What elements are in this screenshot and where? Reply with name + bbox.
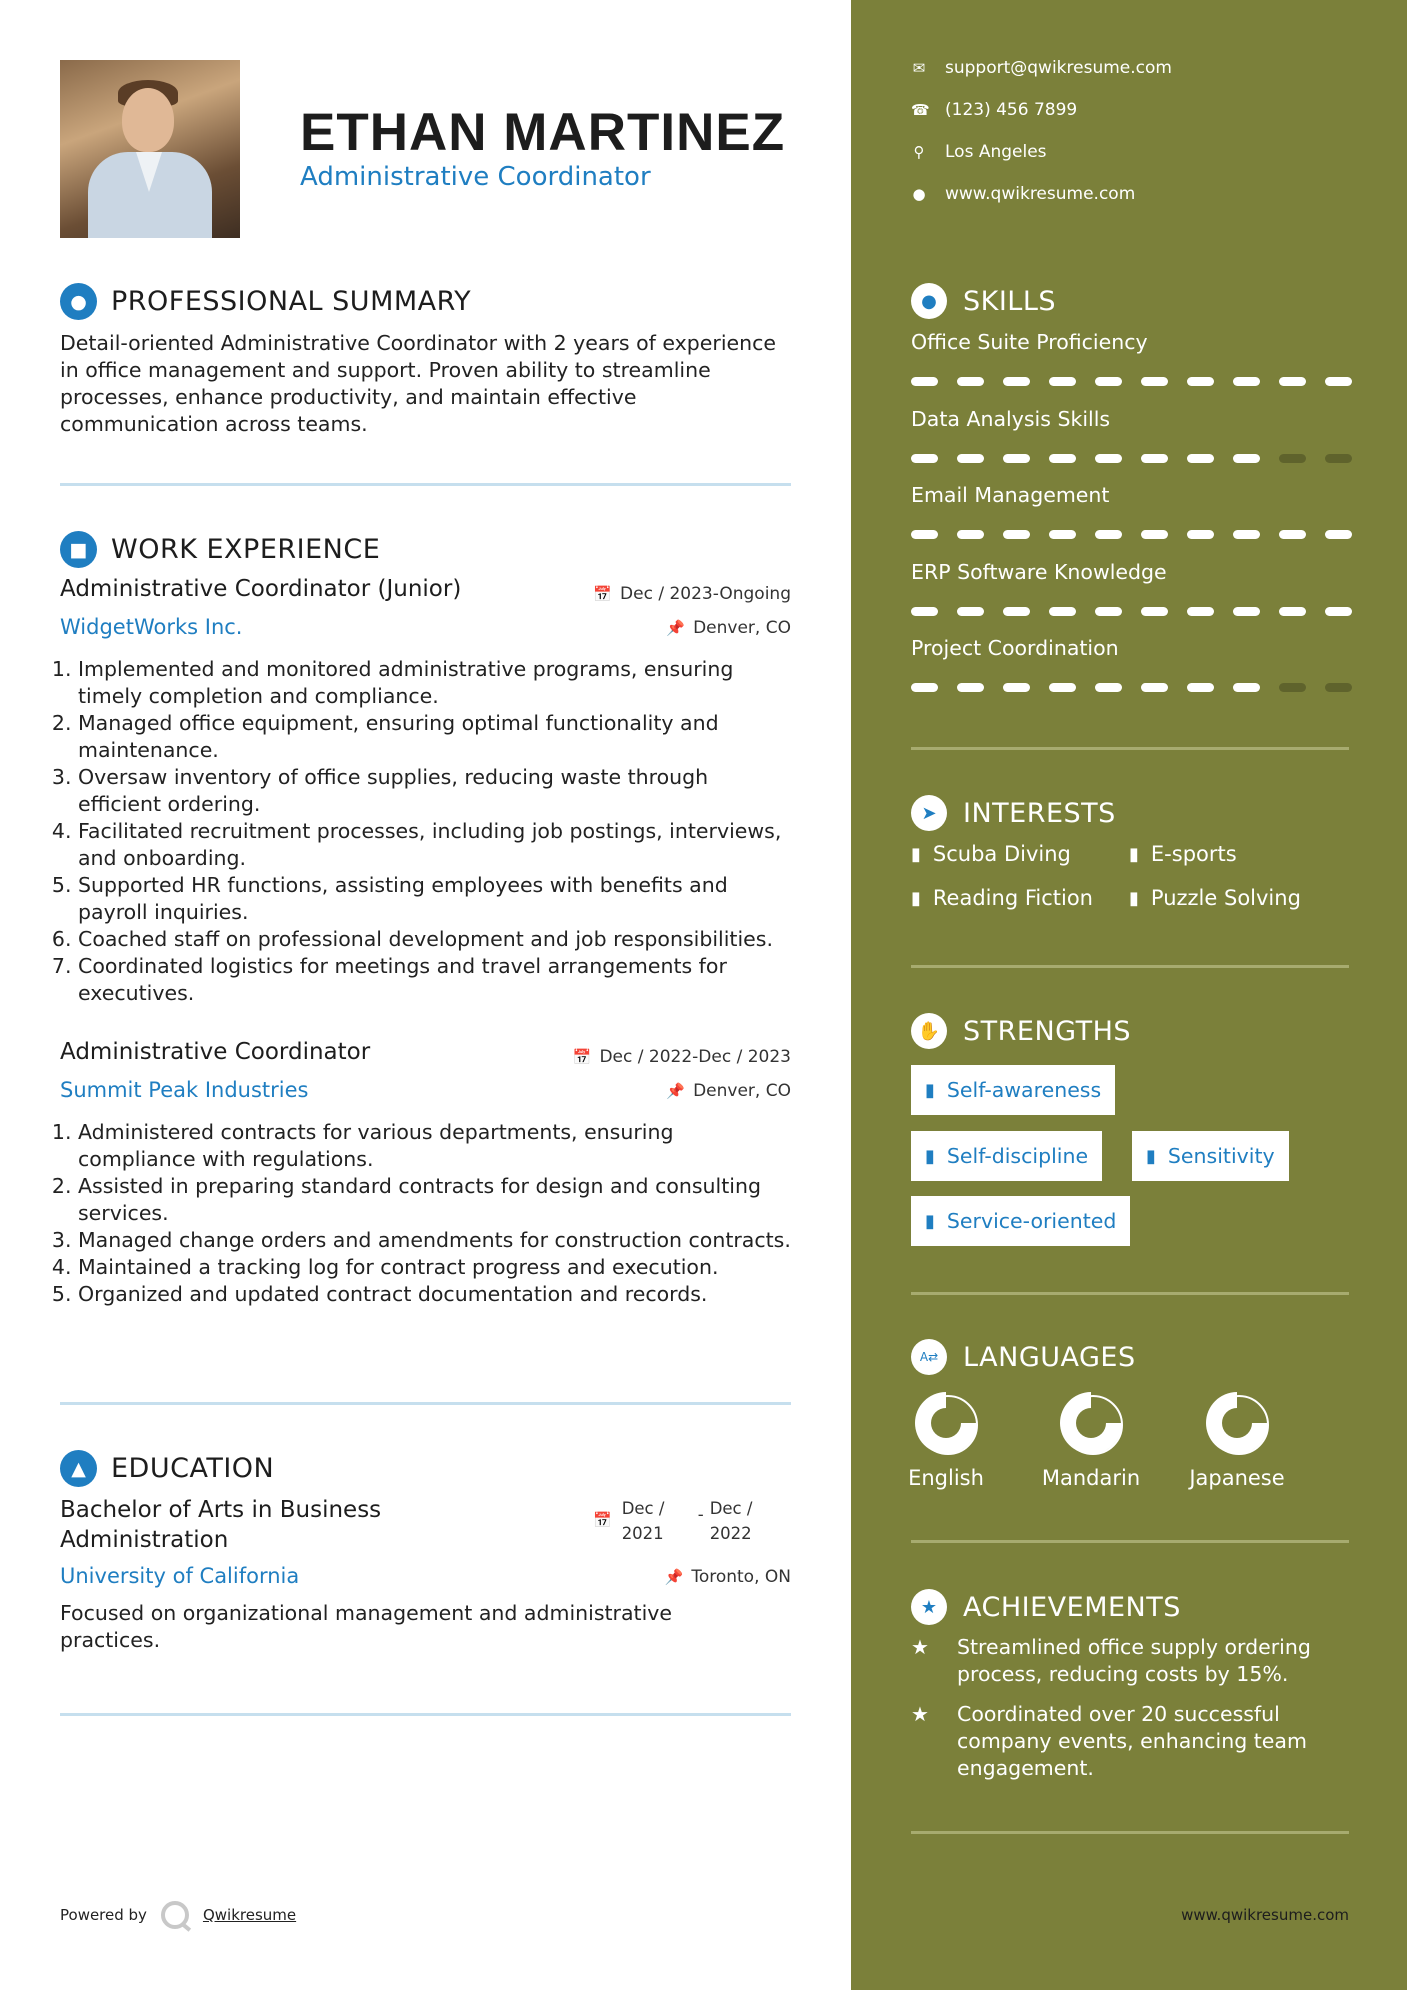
skill-name: Office Suite Proficiency [911,330,1148,354]
summary-text: Detail-oriented Administrative Coordinator with 2 years of experience in office management and support. Proven ability to streamline processes, enhance productivity, and maintain effective communication across teams. [60,331,776,436]
calendar-icon: 📅 [593,585,613,603]
experience-title: WORK EXPERIENCE [111,534,381,565]
skill-level-segment [957,530,984,539]
skill-level-segment [1095,530,1122,539]
skill-level-segment [1141,607,1168,616]
skill-level-segment [1049,454,1076,463]
skill-level-bar [911,454,1352,463]
skill-level-segment [1095,454,1122,463]
skill-level-bar [911,530,1352,539]
skill-level-bar [911,683,1352,692]
achievements-heading: ★ ACHIEVEMENTS [911,1589,1181,1625]
school-name: University of California [60,1564,300,1588]
skill-level-segment [1003,454,1030,463]
candidate-role: Administrative Coordinator [300,162,651,192]
skill-level-segment [1141,454,1168,463]
paper-plane-icon: ➤ [911,795,947,831]
contact-website[interactable]: ● www.qwikresume.com [912,184,1136,204]
phone-icon: ☎ [911,101,930,119]
skill-level-segment [1141,530,1168,539]
skill-level-segment [911,377,938,386]
lightbulb-icon: ● [911,283,947,319]
contact-email[interactable]: ✉ support@qwikresume.com [912,58,1172,78]
skill-level-segment [957,683,984,692]
skill-level-segment [1279,607,1306,616]
language-item: Japanese [1162,1392,1312,1490]
book-icon: ▮ [925,1079,935,1101]
skill-level-segment [957,607,984,616]
list-item: 4. Maintained a tracking log for contract progress and execution. [78,1254,791,1281]
skill-level-segment [911,607,938,616]
job-location: 📌 Denver, CO [666,1081,791,1101]
graduate-icon: ▲ [60,1450,97,1487]
skill-name: Project Coordination [911,636,1119,660]
skill-level-segment [1049,377,1076,386]
envelope-icon: ✉ [912,59,926,77]
skills-heading: ● SKILLS [911,283,1056,319]
globe-icon: ● [912,185,926,203]
skill-level-segment [1325,607,1352,616]
skill-level-segment [1003,607,1030,616]
job-title: Administrative Coordinator (Junior) [60,576,462,602]
user-icon: ● [60,283,97,320]
book-icon: ▮ [1129,843,1139,865]
education-dates: 📅 Dec / 2021 - Dec / 2022 [593,1496,752,1546]
skill-name: Data Analysis Skills [911,406,1111,431]
skill-level-segment [1279,530,1306,539]
skill-level-segment [1325,683,1352,692]
map-pin-icon: ⚲ [913,143,925,161]
skill-level-segment [1003,683,1030,692]
skill-level-segment [1187,683,1214,692]
brand-link[interactable]: Qwikresume [202,1906,297,1924]
strengths-heading: ✋ STRENGTHS [911,1013,1131,1049]
shooting-star-icon: ★ [911,1702,929,1726]
list-item: 2. Assisted in preparing standard contracts for design and consulting services. [78,1173,791,1227]
skill-level-segment [1095,683,1122,692]
skill-level-segment [911,683,938,692]
section-divider [911,1292,1349,1295]
skill-level-segment [1095,607,1122,616]
skill-level-segment [957,377,984,386]
translate-icon: A⇄ [911,1339,947,1375]
skill-level-segment [1279,377,1306,386]
book-icon: ▮ [925,1210,935,1232]
language-item: Mandarin [1016,1392,1166,1490]
section-divider [911,1831,1349,1834]
skill-level-segment [1049,530,1076,539]
degree-line: Administration [60,1527,229,1553]
book-icon: ▮ [1129,887,1139,909]
skill-level-segment [1233,454,1260,463]
strength-chip: ▮ Service-oriented [911,1196,1130,1246]
skill-level-segment [1325,530,1352,539]
summary-heading [60,283,471,320]
job-dates: 📅 Dec / 2022-Dec / 2023 [572,1047,791,1067]
shooting-star-icon: ★ [911,1635,929,1659]
list-item: 3. Managed change orders and amendments for construction contracts. [78,1227,791,1254]
skill-level-segment [1049,683,1076,692]
section-divider [911,747,1349,750]
job-bullets [60,656,791,1007]
list-item: 7. Coordinated logistics for meetings and travel arrangements for executives. [78,953,791,1007]
skill-level-segment [1233,530,1260,539]
skill-level-segment [1141,683,1168,692]
list-item: 2. Managed office equipment, ensuring optimal functionality and maintenance. [78,710,791,764]
job-company: Summit Peak Industries [60,1078,309,1102]
strength-chip: ▮ Sensitivity [1132,1131,1289,1181]
pin-icon: 📌 [666,619,686,637]
language-level-ring [915,1392,977,1454]
book-icon: ▮ [925,1145,935,1167]
skill-level-bar [911,377,1352,386]
experience-heading [60,531,380,568]
qwikresume-logo-icon [161,1901,189,1929]
job-company: WidgetWorks Inc. [60,615,243,639]
skill-level-segment [1049,607,1076,616]
job-title: Administrative Coordinator [60,1039,371,1065]
skill-level-segment [1095,377,1122,386]
skill-name: ERP Software Knowledge [911,559,1167,584]
education-heading [60,1450,274,1487]
section-divider [60,1402,791,1405]
job-location: 📌 Denver, CO [666,618,791,638]
pin-icon: 📌 [664,1568,684,1586]
skill-level-segment [1279,683,1306,692]
list-item: 5. Organized and updated contract documentation and records. [78,1281,791,1308]
strength-chip: ▮ Self-discipline [911,1131,1102,1181]
calendar-icon: 📅 [593,1511,612,1529]
footer-url[interactable]: www.qwikresume.com [1181,1906,1349,1924]
job-bullets [60,1119,791,1308]
skill-level-segment [1141,377,1168,386]
powered-by: Powered by Qwikresume [60,1901,296,1929]
language-level-ring [1206,1392,1268,1454]
list-item: 3. Oversaw inventory of office supplies, reducing waste through efficient ordering. [78,764,791,818]
language-level-ring [1060,1392,1122,1454]
list-item: 1. Administered contracts for various departments, ensuring compliance with regulations. [78,1119,791,1173]
education-description: Focused on organizational management and administrative practices. [60,1601,673,1652]
list-item: 5. Supported HR functions, assisting employees with benefits and payroll inquiries. [78,872,791,926]
skill-name: Email Management [911,483,1110,507]
skill-level-segment [911,530,938,539]
section-divider [911,965,1349,968]
list-item: 6. Coached staff on professional development and job responsibilities. [78,926,791,953]
book-icon: ▮ [911,887,921,909]
skill-level-segment [1325,454,1352,463]
achievement-item: ★ Coordinated over 20 successful company events, enhancing team engagement. [911,1702,1307,1780]
calendar-icon: 📅 [572,1048,592,1066]
languages-heading: A⇄ LANGUAGES [911,1339,1136,1375]
achievement-item: ★ Streamlined office supply ordering process, reducing costs by 15%. [911,1635,1311,1686]
interest-item: ▮ E-sports [1129,842,1237,866]
language-item: English [871,1392,1021,1490]
skill-level-segment [1233,377,1260,386]
skill-level-segment [1187,454,1214,463]
list-item: 1. Implemented and monitored administrative programs, ensuring timely completion and compliance. [78,656,791,710]
briefcase-icon: ■ [60,531,97,568]
skill-level-segment [1187,530,1214,539]
skill-level-bar [911,607,1352,616]
skill-level-segment [1187,377,1214,386]
skill-level-segment [1003,377,1030,386]
skill-level-segment [1003,530,1030,539]
skill-level-segment [1325,377,1352,386]
contact-phone[interactable]: ☎ (123) 456 7899 [911,100,1078,120]
pin-icon: 📌 [666,1082,686,1100]
section-divider [60,483,791,486]
list-item: 4. Facilitated recruitment processes, including job postings, interviews, and onboarding. [78,818,791,872]
skill-level-segment [1233,683,1260,692]
skill-level-segment [957,454,984,463]
degree-line: Bachelor of Arts in Business [60,1497,382,1523]
interest-item: ▮ Puzzle Solving [1129,886,1301,910]
education-title: EDUCATION [111,1453,275,1484]
job-dates: 📅 Dec / 2023-Ongoing [593,584,791,604]
skill-level-segment [1279,454,1306,463]
book-icon: ▮ [1146,1145,1156,1167]
book-icon: ▮ [911,843,921,865]
skill-level-segment [1187,607,1214,616]
skill-level-segment [1233,607,1260,616]
summary-title: PROFESSIONAL SUMMARY [111,286,472,317]
interest-item: ▮ Reading Fiction [911,886,1093,910]
interests-heading: ➤ INTERESTS [911,795,1116,831]
strength-chip: ▮ Self-awareness [911,1065,1115,1115]
candidate-name: ETHAN MARTINEZ [300,103,786,162]
section-divider [60,1713,791,1716]
interest-item: ▮ Scuba Diving [911,842,1071,866]
education-location: 📌 Toronto, ON [664,1567,791,1587]
sidebar [851,0,1407,1990]
fist-icon: ✋ [911,1013,947,1049]
skill-level-segment [911,454,938,463]
contact-location: ⚲ Los Angeles [911,142,1047,162]
section-divider [911,1540,1349,1543]
star-badge-icon: ★ [911,1589,947,1625]
profile-photo [60,60,240,238]
